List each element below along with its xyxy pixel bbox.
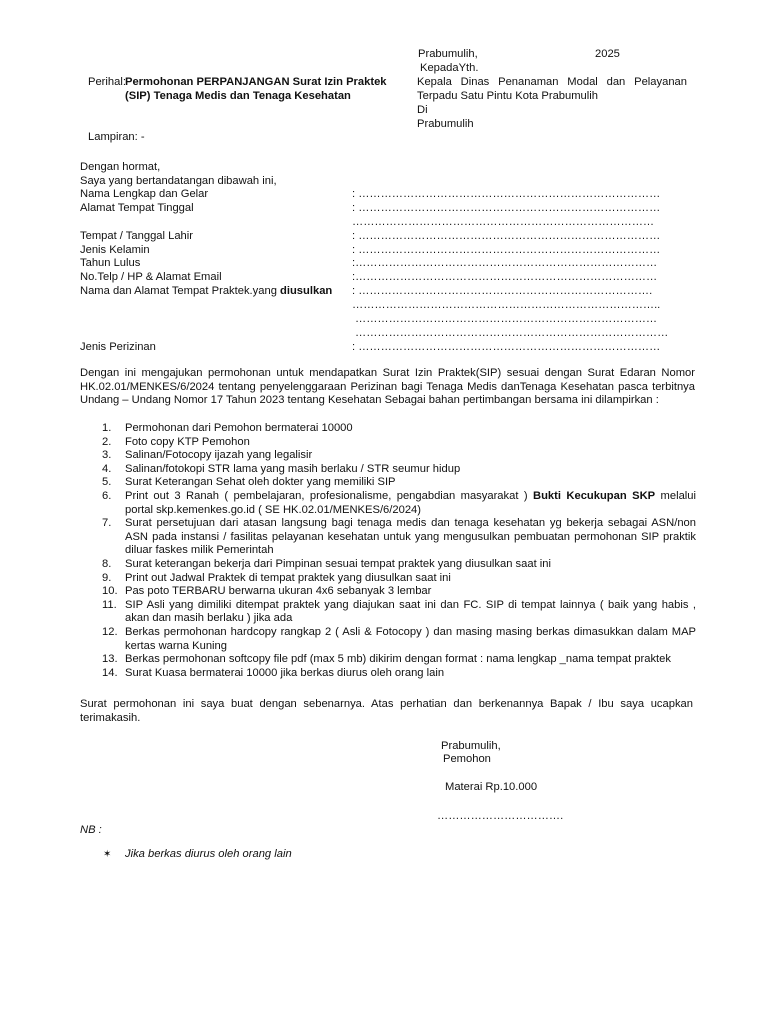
recipient-di: Di: [417, 104, 428, 116]
list-item-text: Surat Kuasa bermaterai 10000 jika berkas diurus oleh orang lain: [125, 666, 445, 679]
list-item-text: Foto copy KTP Pemohon: [125, 435, 250, 448]
recipient-to-label: KepadaYth.: [420, 62, 479, 74]
field-dots-praktek-3: ………………………………………………………………………: [355, 313, 658, 325]
field-dots-praktek: : …………………………………………………………………….: [352, 285, 653, 297]
list-item: [80, 436, 696, 450]
list-item: [80, 422, 696, 436]
list-item: [80, 558, 696, 572]
list-item-text: Salinan/fotokopi STR lama yang masih berlaku / STR seumur hidup: [125, 462, 461, 475]
list-item-number: 5.: [102, 476, 112, 489]
field-dots-jk: : ………………………………………………………………………: [352, 244, 661, 256]
list-item-text-bold: Bukti Kecukupan SKP: [533, 489, 656, 502]
list-item-text: Salinan/Fotocopy ijazah yang legalisir: [125, 449, 313, 462]
list-item: [80, 449, 696, 463]
place-date: Prabumulih,: [418, 48, 478, 60]
field-label-alamat: Alamat Tempat Tinggal: [80, 202, 194, 214]
intro: Saya yang bertandatangan dibawah ini,: [80, 175, 277, 187]
recipient-line-2: Terpadu Satu Pintu Kota Prabumulih: [417, 90, 598, 102]
field-label-praktek-text: Nama dan Alamat Tempat Praktek.yang: [80, 285, 281, 297]
field-dots-ttl: : ………………………………………………………………………: [352, 230, 661, 242]
field-label-telp: No.Telp / HP & Alamat Email: [80, 271, 222, 283]
field-dots-izin: : ………………………………………………………………………: [352, 341, 661, 353]
greeting: Dengan hormat,: [80, 161, 161, 173]
list-item-text: Surat keterangan bekerja dari Pimpinan sesuai tempat praktek yang diusulkan saat ini: [125, 557, 551, 570]
recipient-city: Prabumulih: [417, 118, 474, 130]
list-item: [80, 653, 696, 667]
field-dots-praktek-2: ………………………………………………………………………..: [352, 299, 661, 311]
list-item-text: [125, 490, 696, 517]
field-dots-alamat: : ………………………………………………………………………: [352, 202, 661, 214]
list-item-number: 11.: [102, 598, 117, 611]
signature-line: …………………………….: [437, 810, 564, 822]
attachment: Lampiran: -: [88, 131, 145, 143]
list-item-number: 1.: [102, 422, 112, 434]
list-item-text: Permohonan dari Pemohon bermaterai 10000: [125, 422, 353, 434]
field-dots-praktek-4: …………………………………………………………………………: [355, 327, 669, 339]
list-item: [80, 476, 696, 490]
field-label-lulus: Tahun Lulus: [80, 257, 141, 269]
list-item-text-part: melalui portal skp.kemenkes.go.id ( SE HK.02.01/MENKES/6/2024): [125, 489, 696, 516]
list-item: [80, 490, 696, 517]
list-item-text-part: Print out 3 Ranah ( pembelajaran, profesionalisme, pengabdian masyarakat ): [125, 489, 534, 502]
list-item-text: Print out Jadwal Praktek di tempat praktek yang diusulkan saat ini: [125, 571, 451, 584]
body-paragraph: Dengan ini mengajukan permohonan untuk mendapatkan Surat Izin Praktek(SIP) sesuai dengan Surat Edaran Nomor HK.02.01/MENKES/6/2024 tentang penyelenggaraan Perizinan bagi Tenaga Medis danTenaga Kesehatan pasca terbitnya Undang – Undang Nomor 17 Tahun 2023 tentang Kesehatan Sebagai bahan pertimbangan bersama ini dilampirkan :: [80, 367, 695, 407]
field-label-nama: Nama Lengkap dan Gelar: [80, 188, 209, 200]
list-item-number: 4.: [102, 462, 112, 475]
list-item-number: 12.: [102, 625, 118, 638]
field-label-praktek-bold: diusulkan: [280, 285, 333, 297]
list-item: [80, 599, 696, 626]
field-dots-nama: : ………………………………………………………………………: [352, 188, 661, 200]
subject-line-1: Permohonan PERPANJANGAN Surat Izin Praktek: [125, 76, 387, 88]
field-label-ttl: Tempat / Tanggal Lahir: [80, 230, 193, 242]
nb-label: NB :: [80, 824, 102, 836]
list-item-text: Pas poto TERBARU berwarna ukuran 4x6 sebanyak 3 lembar: [125, 585, 432, 598]
field-dots-alamat-2: ………………………………………………………………………: [352, 216, 655, 228]
list-item-text: Surat persetujuan dari atasan langsung bagi tenaga medis dan tenaga kesehatan yg bekerja sebagai ASN/non ASN pada instansi / fasilitas pelayanan kesehatan untuk yang mengusulkan pembuatan permohonan SIP praktik diluar faskes milik Pemerintah: [125, 517, 696, 557]
list-item: [80, 667, 696, 681]
field-label-praktek: [80, 285, 332, 299]
list-item-number: 14.: [102, 666, 118, 679]
list-item-number: 10.: [102, 585, 118, 598]
list-item: [80, 585, 696, 599]
list-item: [80, 572, 696, 586]
subject-line-2: (SIP) Tenaga Medis dan Tenaga Kesehatan: [125, 90, 351, 102]
list-item-number: 13.: [102, 653, 118, 666]
list-item-number: 7.: [102, 517, 112, 530]
field-dots-lulus: :………………………………………………………………………: [352, 257, 658, 269]
star-bullet-icon: ✶: [103, 849, 112, 860]
list-item-number: 9.: [102, 571, 112, 584]
signature-stamp: Materai Rp.10.000: [445, 781, 538, 793]
requirements-list: [80, 422, 696, 680]
recipient-line-1: Kepala Dinas Penanaman Modal dan Pelayanan: [417, 76, 687, 88]
list-item-number: 2.: [102, 435, 112, 448]
nb-note: Jika berkas diurus oleh orang lain: [125, 848, 292, 860]
list-item: [80, 517, 696, 558]
list-item: [80, 463, 696, 477]
list-item-text: SIP Asli yang dimiliki ditempat praktek yang diajukan saat ini dan FC. SIP di tempat lainnya ( baik yang habis , akan dan masih berlaku ) jika ada: [125, 598, 696, 625]
signature-role: Pemohon: [443, 753, 491, 765]
field-label-jk: Jenis Kelamin: [80, 244, 150, 256]
list-item-text: Berkas permohonan hardcopy rangkap 2 ( Asli & Fotocopy ) dan masing masing berkas dimasukkan dalam MAP kertas warna Kuning: [125, 625, 696, 652]
list-item-text: Surat Keterangan Sehat oleh dokter yang memiliki SIP: [125, 476, 396, 489]
list-item-number: 8.: [102, 557, 112, 570]
subject-label: Perihal:: [88, 76, 126, 88]
letter-year: 2025: [595, 48, 620, 60]
list-item-number: 3.: [102, 449, 112, 462]
field-dots-telp: :………………………………………………………………………: [352, 271, 658, 283]
list-item-number: 6.: [102, 489, 112, 502]
signature-city: Prabumulih,: [441, 740, 501, 752]
field-label-izin: Jenis Perizinan: [80, 341, 156, 353]
list-item: [80, 626, 696, 653]
closing-paragraph: Surat permohonan ini saya buat dengan sebenarnya. Atas perhatian dan berkenannya Bapak / Ibu saya ucapkan terimakasih.: [80, 698, 693, 724]
list-item-text: Berkas permohonan softcopy file pdf (max 5 mb) dikirim dengan format : nama lengkap _nama tempat praktek: [125, 653, 671, 666]
